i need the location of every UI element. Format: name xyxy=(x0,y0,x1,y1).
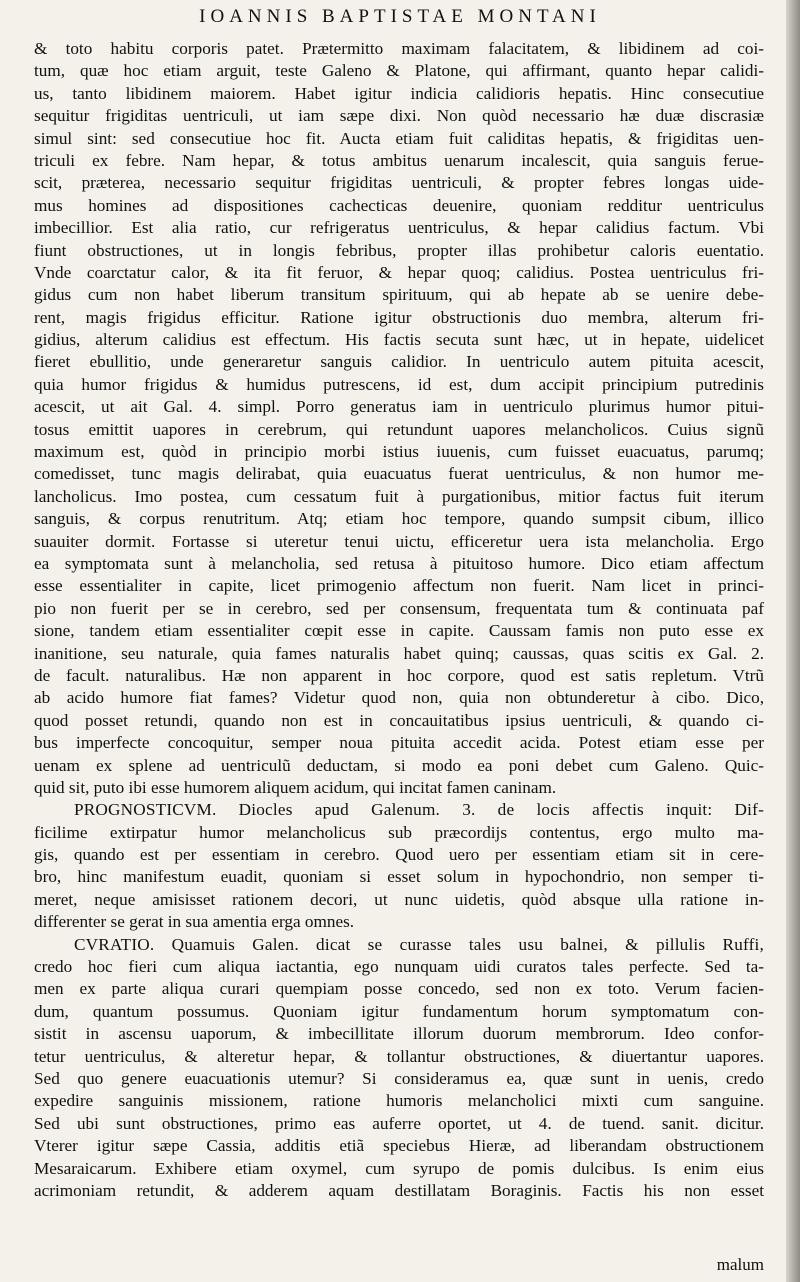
text-line: imbecillior. Est alia ratio, cur refrigeratus uentriculus, & hepar calidius factum. Vbi xyxy=(34,218,764,238)
text-line: sistit in ascensu uaporum, & imbecillitate illorum duorum membrorum. Ideo confor- xyxy=(34,1024,764,1044)
text-line: uenam ex splene ad uentriculũ deductam, si modo ea poni debet cum Galeno. Quic- xyxy=(34,755,764,775)
text-line: rent, magis frigidus efficitur. Ratione igitur obstructionis duo membra, alterum fri- xyxy=(34,307,764,327)
catchword: malum xyxy=(716,1255,764,1274)
text-line: meret, neque amisisset rationem decori, ut nunc uidetis, quòd absque ulla ratione in- xyxy=(34,889,764,909)
text-line: fiunt obstructiones, ut in longis febribus, propter illas prohibetur caloris euentatio. xyxy=(34,240,764,260)
text-line: men ex parte aliqua curari quempiam posse concedo, sed non ex toto. Verum facien- xyxy=(34,979,764,999)
running-head: IOANNIS BAPTISTAE MONTANI xyxy=(199,6,601,27)
text-line: quia humor frigidus & humidus putrescens, id est, dum accipit principium putredinis xyxy=(34,374,764,394)
text-line: & toto habitu corporis patet. Prætermitto maximam falacitatem, & libidinem ad coi- xyxy=(34,39,764,58)
text-line: ficilime extirpatur humor melancholicus sub præcordijs contentus, ergo multo ma- xyxy=(34,822,764,842)
text-line: Mesaraicarum. Exhibere etiam oxymel, cum syrupo de pomis dulcibus. Is enim eius xyxy=(34,1158,764,1178)
text-line: ea symptomata sunt à melancholia, sed retusa à pituitoso humore. Dico etiam affectum xyxy=(34,553,764,573)
text-line: acescit, ut ait Gal. 4. simpl. Porro generatus iam in uentriculo plurimus humor pitui- xyxy=(34,397,764,417)
page-gutter-shadow xyxy=(786,0,800,1282)
text-line: Vnde coarctatur calor, & ita fit feruor, & hepar quoq; calidius. Postea uentriculus fri- xyxy=(34,262,764,282)
text-line: gidius, alterum calidius est effectum. His factis secuta sunt hæc, ut in hepate, uidelicet xyxy=(34,330,764,350)
text-line: triculi ex febre. Nam hepar, & totus ambitus uenarum incalescit, quia sanguis ferue- xyxy=(34,150,764,170)
text-line: us, tanto libidinem maiorem. Habet igitur indicia calidioris hepatis. Hinc consecutiue xyxy=(34,83,764,103)
text-line: dum, quantum possumus. Quoniam igitur fundamentum horum symptomatum con- xyxy=(34,1001,764,1021)
text-line: scit, præterea, necessario sequitur frigiditas uentriculi, & propter febres longas uide- xyxy=(34,173,764,193)
text-line: fieret ebullitio, unde generaretur sanguis calidior. In uentriculo autem pituita acescit, xyxy=(34,352,764,372)
body-text xyxy=(34,38,764,1202)
text-line: Sed quo genere euacuationis utemur? Si consideramus ea, quæ sunt in uenis, credo xyxy=(34,1068,764,1088)
section-heading-prognosticum: PROGNOSTICVM. Diocles apud Galenum. 3. de locis affectis inquit: Dif- xyxy=(74,800,764,820)
text-line: expedire sanguinis missionem, ratione humoris melancholici mixti cum sanguine. xyxy=(34,1091,764,1111)
text-line: Vterer igitur sæpe Cassia, additis etiã speciebus Hieræ, ad liberandam obstructionem xyxy=(34,1136,764,1156)
text-line: sanguis, & corpus renutritum. Atq; etiam hoc tempore, quando sumpsit cibum, illico xyxy=(34,509,764,529)
text-line: mus homines ad dispositiones cachecticas deuenire, quoniam redditur uentriculus xyxy=(34,195,764,215)
text-line: suauiter dormit. Fortasse si uteretur tenui uictu, efficeretur uera ista melancholia. Ergo xyxy=(34,531,764,551)
text-line: maximum est, quòd in principio morbi istius iuuenis, cum fuisset euacuatus, parumq; xyxy=(34,442,764,462)
text-line: gis, quando est per essentiam in cerebro. Quod uero per essentiam etiam sit in cere- xyxy=(34,845,764,865)
text-line: credo hoc fieri cum aliqua iactantia, ego nunquam uidi curatos tales perfecte. Sed ta- xyxy=(34,957,764,977)
text-line: tum, quæ hoc etiam arguit, teste Galeno & Platone, qui affirmant, quanto hepar calidi- xyxy=(34,61,764,81)
text-line: Sed ubi sunt obstructiones, primo eas auferre oportet, ut 4. de tuend. sanit. dicitur. xyxy=(34,1113,764,1133)
text-line: comedisset, tunc magis delirabat, quia euacuatus fuerat uentriculus, & non humor me- xyxy=(34,464,764,484)
text-line: simul sint: sed consecutiue hoc fit. Aucta etiam fuit caliditas hepatis, & frigiditas uen- xyxy=(34,128,764,148)
text-line: tetur uentriculus, & alteretur hepar, & tollantur obstructiones, & diuertantur uapores. xyxy=(34,1046,764,1066)
text-line: bus imperfecte concoquitur, semper noua pituita accedit acida. Potest etiam esse per xyxy=(34,733,764,753)
text-line: acrimoniam retundit, & adderem aquam destillatam Boraginis. Factis his non esset xyxy=(34,1180,764,1200)
text-line: de facult. naturalibus. Hæ non apparent in hoc corpore, quod est satis repletum. Vtrũ xyxy=(34,665,764,685)
text-line: sequitur frigiditas uentriculi, ut iam sæpe dixi. Non quòd necessario hæ duæ discrasiæ xyxy=(34,106,764,126)
text-line: lancholicus. Imo postea, cum cessatum fuit à purgationibus, mitior factus fuit iterum xyxy=(34,486,764,506)
text-line: tosus emittit uapores in cerebrum, qui retundunt uapores melancholicos. Cuius signũ xyxy=(34,419,764,439)
text-line: quod posset retundi, quando non est in concauitatibus ipsius uentriculi, & quando ci- xyxy=(34,710,764,730)
text-line: ab acido humore fiat fames? Videtur quod non, quia non obtunderetur à cibo. Dico, xyxy=(34,688,764,708)
text-line: pio non fuerit per se in cerebro, sed per consensum, frequentata tum & continuata paf xyxy=(34,598,764,618)
text-line: sione, tandem etiam essentialiter cœpit esse in capite. Caussam famis non puto esse ex xyxy=(34,621,764,641)
text-line: esse essentialiter in capite, licet primogenio affectum non fuerit. Nam licet in princi- xyxy=(34,576,764,596)
text-line: differenter se gerat in sua amentia erga omnes. xyxy=(34,912,355,932)
text-line: inanitione, seu naturale, quia fames naturalis habet quinq; caussas, quas scitis ex Gal. 2. xyxy=(34,643,764,663)
text-line: gidus cum non habet liberum transitum spirituum, qui ab hepate ab se uenire debe- xyxy=(34,285,764,305)
section-heading-curatio: CVRATIO. Quamuis Galen. dicat se curasse tales usu balnei, & pillulis Ruffi, xyxy=(74,934,764,954)
text-line: bro, hinc manifestum euadit, quoniam si esset solum in hypochondrio, non semper ti- xyxy=(34,867,764,887)
text-line: quid sit, puto ibi esse humorem aliquem acidum, qui incitat famen caninam. xyxy=(34,777,557,797)
